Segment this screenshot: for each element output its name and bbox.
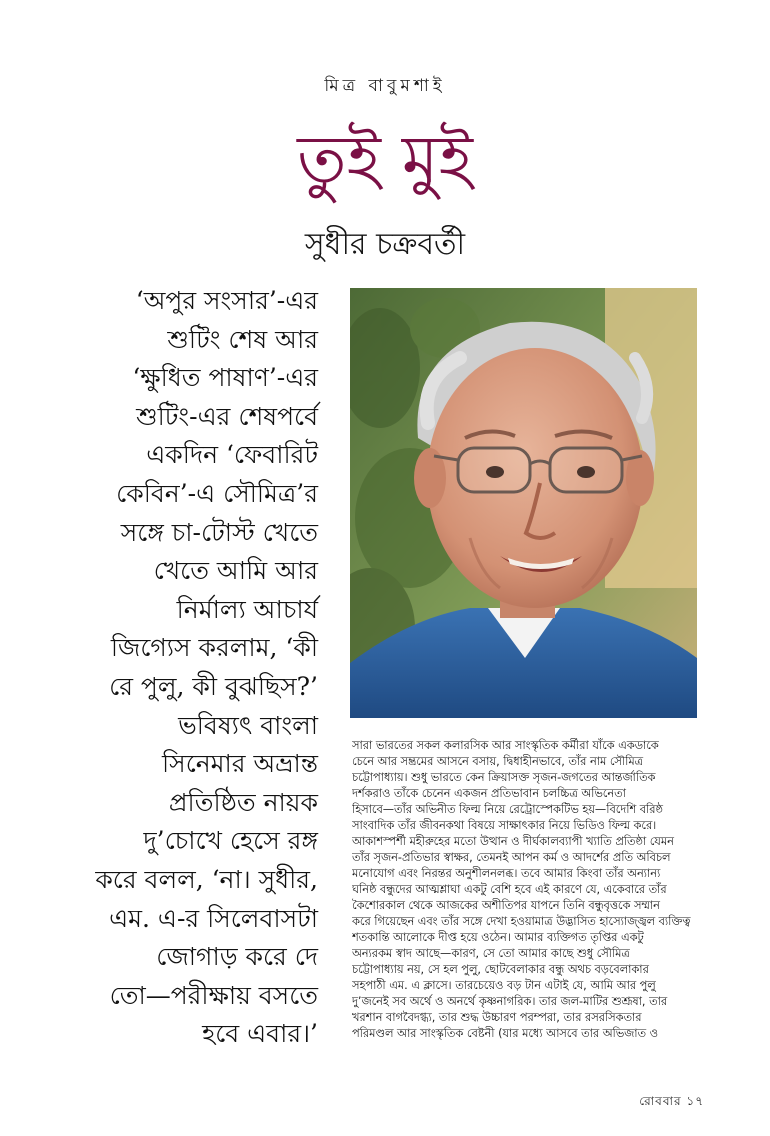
pull-quote-line: হবে এবার।’ (202, 1019, 318, 1049)
body-text-line: হিসাবে—তাঁর অভিনীত ফিল্ম নিয়ে রেট্রোস্পেকটিভ হয়—বিদেশি বরিষ্ঠ (352, 803, 663, 816)
pull-quote-line: এম. এ-র সিলেবাসটা (109, 903, 318, 933)
pull-quote-line: শুটিং-এর শেষপর্বে (136, 401, 318, 431)
column-name: মিত্র বাবুমশাই (324, 76, 446, 96)
body-text-line: চট্টোপাধ্যায়। শুধু ভারতে কেন ক্রিয়াসক্ত সৃজন-জগতের আন্তর্জাতিক (352, 771, 656, 784)
pull-quote-line: ‘অপুর সংসার’-এর (135, 286, 318, 315)
page-folio: রোববার ১৭ (639, 1094, 704, 1108)
eye-left (486, 466, 504, 478)
eye-right (577, 466, 595, 478)
body-text-line: করে গিয়েছেন এবং তাঁর সঙ্গে দেখা হওয়ামাত্র উদ্ভাসিত হাস্যোজ্জ্বল ব্যক্তিত্ব (352, 915, 691, 928)
body-text-line: শতকান্তি আলোকে দীপ্ত হয়ে ওঠেন। আমার ব্যক্তিগত তৃপ্তির একটু (352, 931, 644, 944)
portrait-photo (350, 288, 697, 718)
pull-quote-line: ভবিষ্যৎ বাংলা (178, 710, 318, 740)
pull-quote-line: জিগ্যেস করলাম, ‘কী (110, 633, 318, 663)
body-text-line: মনোযোগ এবং নিরন্তর অনুশীলনলব্ধ। তবে আমার কিংবা তাঁর অন্যান্য (352, 867, 661, 880)
pull-quote-line: জোগাড় করে দে (156, 942, 318, 972)
body-text-line: পরিমণ্ডল আর সাংস্কৃতিক বেষ্টনী (যার মধ্যে আসবে তার অভিজাত ও (352, 1027, 658, 1040)
pull-quote-line: ‘ক্ষুধিত পাষাণ’-এর (132, 363, 318, 393)
body-text-line: অন্যরকম স্বাদ আছে—কারণ, সে তো আমার কাছে শুধু সৌমিত্র (352, 947, 630, 960)
body-text-line: আকাশস্পর্শী মহীরুহের মতো উত্থান ও দীর্ঘকালব্যাপী খ্যাতি প্রতিষ্ঠা যেমন (352, 835, 674, 848)
body-text-line: চেনে আর সম্ভ্রমের আসনে বসায়, দ্বিধাহীনভাবে, তাঁর নাম সৌমিত্র (352, 755, 643, 768)
body-text-line: খরশান বাগবৈদগ্ধ্য, তার শুদ্ধ উচ্চারণ পরম্পরা, তার রসরসিকতার (352, 1011, 642, 1024)
body-text-line: দর্শকরাও তাঁকে চেনেন একজন প্রতিভাবান চলচ্চিত্র অভিনেতা (352, 787, 626, 800)
portrait-illustration (350, 288, 697, 718)
body-text-line: সহপাঠী এম. এ ক্লাসে। তারচেয়েও বড় টান এটাই যে, আমি আর পুলু (352, 979, 656, 992)
body-text-line: সারা ভারতের সকল কলারসিক আর সাংস্কৃতিক কর্মীরা যাঁকে একডাকে (352, 739, 659, 752)
pull-quote-line: খেতে আমি আর (153, 556, 318, 586)
pull-quote (58, 282, 318, 1054)
pull-quote-line: সিনেমার অভ্রান্ত (162, 749, 318, 779)
pull-quote-line: কেবিন’-এ সৌমিত্র’র (116, 478, 318, 508)
pull-quote-line: করে বলল, ‘না। সুধীর, (95, 864, 318, 894)
pull-quote-line: প্রতিষ্ঠিত নায়ক (168, 787, 318, 817)
article-title: তুই মুই (297, 121, 473, 198)
body-text-line: কৈশোরকাল থেকে আজকের অশীতিপর যাপনে তিনি বন্ধুবৃত্তকে সম্মান (352, 899, 660, 912)
pull-quote-line: দু’চোখে হেসে রঙ্গ (143, 826, 318, 856)
body-text-line: তাঁর সৃজন-প্রতিভার স্বাক্ষর, তেমনই আপন কর্ম ও আদর্শের প্রতি অবিচল (352, 851, 671, 864)
pull-quote-line: নির্মাল্য আচার্য (176, 594, 318, 624)
body-text-line: চট্টোপাধ্যায় নয়, সে হল পুলু, ছোটবেলাকার বন্ধু অথচ বড়বেলাকার (352, 963, 649, 976)
pull-quote-line: একদিন ‘ফেবারিট (146, 440, 318, 470)
body-text (352, 738, 696, 1042)
pull-quote-line: সঙ্গে চা-টোস্ট খেতে (120, 517, 318, 547)
body-text-line: সাংবাদিক তাঁর জীবনকথা বিষয়ে সাক্ষাৎকার নিয়ে ভিডিও ফিল্ম করে। (352, 819, 657, 832)
body-text-line: দু’জনেই সব অর্থে ও অনর্থে কৃষ্ণনাগরিক। তার জল-মাটির শুশ্রূষা, তার (352, 995, 668, 1008)
pull-quote-line: শুটিং শেষ আর (167, 324, 318, 354)
pull-quote-line: রে পুলু, কী বুঝছিস?’ (109, 671, 318, 701)
body-text-line: ঘনিষ্ঠ বন্ধুদের আত্মশ্লাঘা একটু বেশি হবে এই কারণে যে, একেবারে তাঁর (352, 883, 667, 896)
article-author: সুধীর চক্রবর্তী (304, 227, 466, 262)
pull-quote-line: তো—পরীক্ষায় বসতে (109, 980, 318, 1010)
